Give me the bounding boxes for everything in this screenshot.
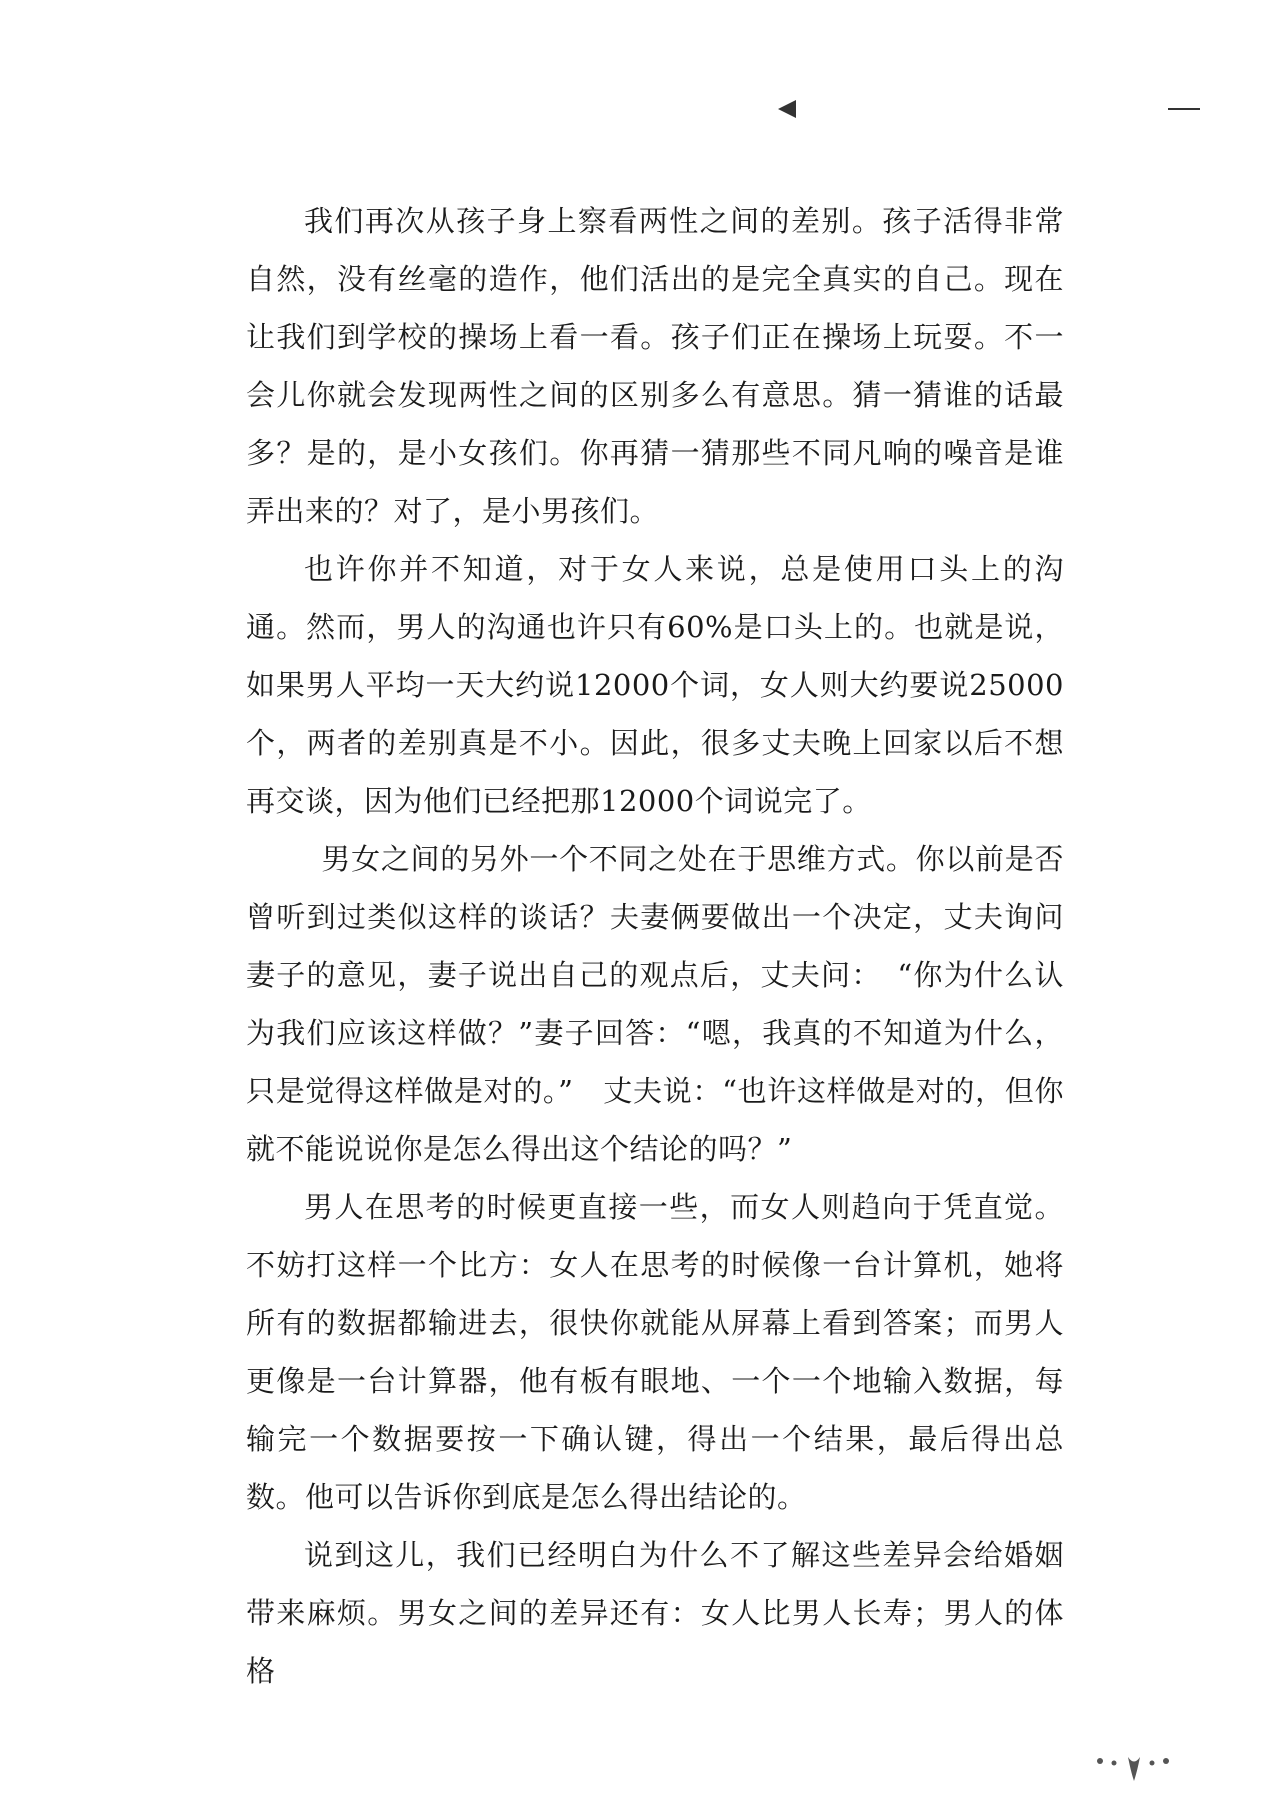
page-body	[246, 192, 1064, 1700]
paragraph: 男人在思考的时候更直接一些，而女人则趋向于凭直觉。不妨打这样一个比方：女人在思考的时候像一台计算机，她将所有的数据都输进去，很快你就能从屏幕上看到答案；而男人更像是一台计算器，他有板有眼地、一个一个地输入数据，每输完一个数据要按一下确认键，得出一个结果，最后得出总数。他可以告诉你到底是怎么得出结论的。	[246, 1190, 1064, 1514]
footer-ornament-icon	[1092, 1753, 1172, 1783]
header-rule	[1168, 108, 1200, 110]
header-arrow-icon	[778, 100, 796, 118]
paragraph: 说到这儿，我们已经明白为什么不了解这些差异会给婚姻带来麻烦。男女之间的差异还有：女人比男人长寿；男人的体格	[246, 1538, 1064, 1688]
paragraph: 也许你并不知道，对于女人来说，总是使用口头上的沟通。然而，男人的沟通也许只有60%是口头上的。也就是说，如果男人平均一天大约说12000个词，女人则大约要说25000个，两者的差别真是不小。因此，很多丈夫晚上回家以后不想再交谈，因为他们已经把那12000个词说完了。	[246, 552, 1064, 818]
paragraph: 男女之间的另外一个不同之处在于思维方式。你以前是否曾听到过类似这样的谈话？夫妻俩要做出一个决定，丈夫询问妻子的意见，妻子说出自己的观点后，丈夫问： “你为什么认为我们应该这样做？”妻子回答：“嗯，我真的不知道为什么，只是觉得这样做是对的。” 丈夫说：“也许这样做是对的，但你就不能说说你是怎么得出这个结论的吗？”	[246, 842, 1064, 1166]
paragraph: 我们再次从孩子身上察看两性之间的差别。孩子活得非常自然，没有丝毫的造作，他们活出的是完全真实的自己。现在让我们到学校的操场上看一看。孩子们正在操场上玩耍。不一会儿你就会发现两性之间的区别多么有意思。猜一猜谁的话最多？是的，是小女孩们。你再猜一猜那些不同凡响的噪音是谁弄出来的？对了，是小男孩们。	[246, 204, 1064, 528]
